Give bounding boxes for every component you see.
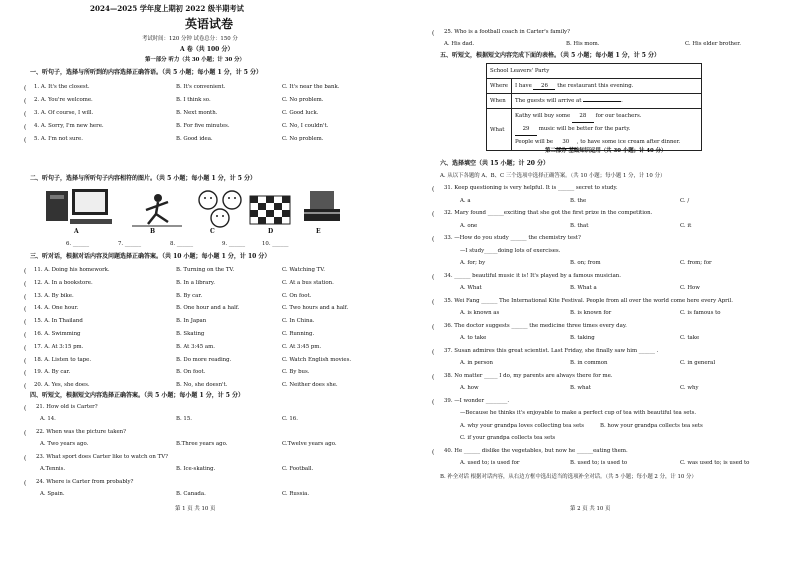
answer-paren[interactable]: ( (432, 398, 435, 406)
q25-option-c: C. His elder brother. (685, 41, 741, 47)
s1-option-c: C. No problem. (282, 136, 324, 142)
row-where-value: I have 26 the restaurant this evening. (512, 79, 702, 94)
s1-option-b: B. I think so. (176, 97, 211, 103)
answer-paren[interactable]: ( (432, 448, 435, 456)
sA-option-a: A. used to; is used for (460, 460, 520, 466)
sA-option-c: C. it (680, 222, 692, 229)
sA-question: —I study_____doing lots of exercises. (460, 247, 561, 254)
s3-option-c: C. Neither does she. (282, 382, 338, 389)
sA-question: 35. Wei Fang ______ The International Kite Festival. People from all over the world come here every April. (444, 297, 733, 304)
s3-option-c: C. At a bus station. (282, 279, 334, 286)
answer-paren[interactable]: ( (432, 348, 435, 356)
q25-option-a: A. His dad. (444, 41, 475, 47)
picture-c-faces (196, 188, 244, 230)
sA-question: 37. Susan admires this great scientist. Last Friday, she finally saw him ______ . (444, 347, 659, 354)
blank-30[interactable]: 30 (555, 136, 577, 149)
s4-question: 23. What sport does Carter like to watch on TV? (36, 454, 168, 460)
answer-paren[interactable]: ( (24, 280, 27, 288)
sA-question: 39. —I wonder ________. (444, 397, 510, 404)
answer-paren[interactable]: ( (24, 430, 27, 437)
answer-paren[interactable]: ( (432, 236, 435, 243)
sA-option-a: A. one (460, 222, 478, 229)
answer-paren[interactable]: ( (432, 211, 435, 218)
answer-blank[interactable]: 7. ______ (118, 241, 142, 247)
sectionB-heading: B. 补全对话 根据对话内容，从右边方框中选出适当的选项补全对话。（共 5 小题；每小题 2 分，计 10 分） (440, 474, 697, 480)
blank-27[interactable] (583, 101, 621, 102)
s1-option-a: 4. A. Sorry, I'm new here. (34, 123, 104, 129)
answer-paren[interactable]: ( (24, 268, 27, 275)
answer-paren[interactable]: ( (24, 111, 27, 118)
answer-paren[interactable]: ( (432, 323, 435, 331)
party-table (486, 63, 702, 151)
sA-question: 40. He ______ dislike the vegetables, but now he ______eating them. (444, 447, 628, 454)
answer-blank[interactable]: 6. ______ (66, 241, 90, 247)
s4-question: 22. When was the picture taken? (36, 429, 127, 435)
s3-option-c: C. At 3:45 pm. (282, 343, 322, 350)
s1-option-b: B. It's convenient. (176, 84, 226, 90)
picture-b-hurdles (128, 192, 186, 228)
picture-label: E (316, 228, 321, 235)
s4-question: 21. How old is Carter? (36, 404, 98, 410)
s3-option-a: 11. A. Doing his homework. (34, 267, 110, 273)
s3-option-a: 18. A. Listen to tape. (34, 356, 92, 363)
s3-option-c: C. Watching TV. (282, 267, 325, 273)
s3-option-b: B. In Japan (176, 318, 207, 325)
sA-option-c: C. is famous to (680, 310, 721, 316)
answer-paren[interactable]: ( (24, 455, 27, 462)
sA-option-a: A. is known as (460, 310, 500, 316)
s1-option-c: C. No, I couldn't. (282, 123, 329, 129)
sA-option-b: B. used to; is used to (570, 460, 628, 466)
s3-option-c: C. By bus. (282, 369, 310, 376)
sA-option-b: B. is known for (570, 310, 612, 316)
sA-option-a: A. why your grandpa loves collecting tea sets (460, 422, 585, 429)
answer-paren[interactable]: ( (24, 383, 27, 391)
sA-option-a: A. for; by (460, 260, 486, 266)
s3-option-a: 13. A. By bike. (34, 292, 74, 299)
answer-paren[interactable]: ( (24, 124, 27, 131)
sA-option-c: C. / (680, 197, 690, 204)
s1-option-c: C. It's near the bank. (282, 84, 340, 90)
s4-option-b: B.Three years ago. (176, 441, 228, 447)
answer-paren[interactable]: ( (24, 357, 27, 365)
section4-heading: 四、听短文，根据短文内容选择正确答案。（共 5 小题；每小题 1 分，计 5 分） (30, 392, 245, 399)
section3-heading: 三、听对话，根据对话内容及问题选择正确答案。（共 10 小题；每小题 1 分，计 10 分） (30, 253, 271, 260)
s4-option-c: C. Football. (282, 466, 314, 472)
part2-heading: 第二部分 基础知识运用（共 30 小题；计 40 分） (545, 148, 667, 154)
section6-heading: 六、选择填空（共 15 小题；计 20 分） (440, 160, 550, 167)
answer-paren[interactable]: ( (24, 480, 27, 487)
s3-option-c: C. Watch English movies. (282, 356, 352, 363)
sA-option-c: C. take (680, 335, 700, 341)
s3-option-b: B. One hour and a half. (176, 305, 240, 312)
picture-label: D (268, 228, 274, 235)
row-what-key: What (487, 109, 512, 151)
sA-option-a: A. a (460, 197, 471, 204)
s1-option-a: 2. A. You're welcome. (34, 97, 93, 103)
s1-option-c: C. No problem. (282, 97, 324, 103)
sA-option-c: C. why (680, 385, 699, 391)
s3-option-c: C. Two hours and a half. (282, 305, 349, 312)
q25-question: 25. Who is a football coach in Carter's family? (444, 29, 570, 35)
s3-option-a: 17. A. At 3:15 pm. (34, 343, 84, 350)
s3-option-c: C. In China. (282, 318, 315, 325)
sA-question: 32. Mary found ______exciting that she got the first prize in the competition. (444, 210, 653, 216)
sA-option-a: A. What (460, 285, 482, 291)
sA-question: —Because he thinks it's enjoyable to make a perfect cup of tea with beautiful tea sets. (460, 410, 697, 416)
sA-option-a: A. to take (460, 335, 487, 341)
answer-paren[interactable]: ( (24, 332, 27, 339)
sA-option-b: B. that (570, 222, 589, 229)
s1-option-c: C. Good luck. (282, 110, 319, 116)
s3-option-b: B. Turning on the TV. (176, 267, 235, 273)
sA-question: 34. ______ beautiful music it is! It's played by a famous musician. (444, 272, 621, 279)
sA-option-b: B. on; from (570, 260, 601, 266)
page-footer-right: 第 2 页 共 10 页 (570, 506, 611, 512)
s4-option-b: B. Ice-skating. (176, 466, 216, 472)
s3-option-a: 14. A. One hour. (34, 305, 79, 312)
section1-heading: 一、听句子，选择与所听到的内容选择正确答语。（共 5 小题；每小题 1 分，计 5 分） (30, 69, 263, 76)
answer-paren[interactable]: ( (24, 85, 27, 92)
s3-option-a: 15. A. In Thailand (34, 318, 83, 325)
sA-option-b: B. the (570, 197, 587, 204)
s3-option-a: 20. A. Yes, she does. (34, 382, 90, 389)
s3-option-b: B. On foot. (176, 369, 206, 376)
part1-heading: 第一部分 听力（共 30 小题；计 30 分） (145, 57, 245, 63)
answer-paren[interactable]: ( (432, 373, 435, 381)
answer-blank[interactable]: 9. ______ (222, 241, 246, 247)
volume-a: A 卷（共 100 分） (180, 46, 234, 53)
picture-label: B (150, 228, 156, 235)
picture-label: A (74, 228, 79, 235)
s3-option-c: C. Running. (282, 331, 315, 337)
picture-e-dessert (300, 187, 346, 227)
picture-a-computer (44, 187, 114, 227)
sA-option-b: B. taking (570, 335, 595, 341)
page-right: ( 25. Who is a football coach in Carter's family? A. His dad. B. His mom. C. His elder brother. 五、听短文，根据短文内容完成下面的表格。（共 5 小题；每小题 1 分，计 5 分） School Leavers' Party Where I have 26 the restaurant this evening. When The guests will arrive at . What Kathy will buy some 28 for our teachers. 29 music will be better for the party. People will be 30 , to have some ice cream after dinner. 第二部分 基础知识运用（共 30 小题；计 40 分） 六、选择填空（共 15 小题；计 20 分） A. 从以下各题的 A、B、C 三个选项中选择正确答案。（共 10 小题；每小题 1 分，计 10 分） ( 31. Keep questioning is very helpful. It is ______ secret to study. A. a B. the C. / ( 32. Mary found ______exciting that she got the first prize in the competition. A. one B. that C. it ( 33. —How do you study ______ the chemistry test? —I study_____doing lots of exercises. A. for; by B. on; from C. from; for ( 34. ______ beautiful music it is! It's played by a famous musician. A. What B. What a C. How ( 35. Wei Fang ______ The International Kite Festival. People from all over the world come here every April. A. is known as B. is known for C. is famous to ( 36. The doctor suggests ______ the medicine three times every day. A. to take B. taking C. take ( 37. Susan admires this great scientist. Last Friday, she finally saw him ______ . A. in person B. in common C. in general ( 38. No matter _____ I do, my parents are always there for me. A. how B. what C. why ( 39. —I wonder ________. —Because he thinks it's enjoyable to make a perfect cup of tea with beautiful tea sets. A. why your grandpa loves collecting tea sets B. how your grandpa collects tea sets C. if your grandpa collects tea sets ( 40. He ______ dislike the vegetables, but now he ______eating them. A. used to; is used for B. used to; is used to C. was used to; is used to B. 补全对话 根据对话内容，从右边方框中选出适当的选项补全对话。（共 5 小题；每小题 2 分，计 10 分） 第 2 页 共 10 页 (432, 29, 750, 512)
row-when-value: The guests will arrive at . (512, 94, 702, 109)
row-when-key: When (487, 94, 512, 109)
exam-main-title: 英语试卷 (185, 17, 234, 31)
sA-option-c: C. in general (680, 360, 716, 366)
s4-option-a: A.Tennis. (40, 466, 66, 472)
s1-option-a: 5. A. I'm not sure. (34, 136, 83, 142)
sA-option-a: A. how (460, 385, 479, 391)
section5-heading: 五、听短文，根据短文内容完成下面的表格。（共 5 小题；每小题 1 分，计 5 分） (440, 52, 661, 59)
s3-option-b: B. No, she doesn't. (176, 382, 228, 389)
answer-paren[interactable]: ( (24, 137, 27, 144)
answer-paren[interactable]: ( (24, 293, 27, 301)
s3-option-b: B. By car. (176, 292, 203, 299)
blank-28[interactable]: 28 (572, 110, 594, 123)
sA-option-b: B. What a (570, 285, 597, 291)
answer-paren[interactable]: ( (24, 306, 27, 314)
answer-paren[interactable]: ( (24, 405, 27, 412)
s4-question: 24. Where is Carter from probably? (36, 479, 134, 485)
q25-option-b: B. His mom. (566, 41, 600, 47)
answer-paren[interactable]: ( (24, 370, 27, 378)
party-table-title: School Leavers' Party (487, 64, 702, 79)
s1-option-a: 1. A. It's the closest. (34, 84, 90, 90)
answer-paren[interactable]: ( (432, 298, 435, 306)
picture-label: C (210, 228, 215, 235)
s4-option-a: A. 14. (40, 416, 56, 422)
s1-option-b: B. For five minutes. (176, 123, 230, 129)
sA-question: 31. Keep questioning is very helpful. It is ______ secret to study. (444, 185, 618, 191)
row-where-key: Where (487, 79, 512, 94)
sA-option-b: B. what (570, 385, 591, 391)
blank-26[interactable]: 26 (533, 83, 555, 90)
s1-option-b: B. Good idea. (176, 136, 213, 142)
answer-blank[interactable]: 8. ______ (170, 241, 194, 247)
sectionA-heading: A. 从以下各题的 A、B、C 三个选项中选择正确答案。（共 10 小题；每小题 1 分，计 10 分） (440, 173, 666, 179)
sA-question: 38. No matter _____ I do, my parents are always there for me. (444, 372, 613, 379)
answer-paren[interactable]: ( (24, 98, 27, 105)
s3-option-b: B. At 3:45 am. (176, 343, 215, 350)
page-footer-left: 第 1 页 共 10 页 (175, 506, 216, 512)
s4-option-c: C.Twelve years ago. (282, 441, 337, 447)
s3-option-c: C. On foot. (282, 292, 312, 299)
s3-option-b: B. Do more reading. (176, 356, 232, 363)
sA-option-c: C. How (680, 285, 700, 291)
s4-option-c: C. 16. (282, 416, 298, 422)
sA-option-c: C. from; for (680, 260, 712, 266)
section2-heading: 二、听句子，选择与所听句子内容相符的图片。（共 5 小题；每小题 1 分，计 5 分） (30, 175, 257, 182)
s3-option-a: 16. A. Swimming (34, 331, 81, 337)
exam-meta: 考试时间：120 分钟 试卷总分：150 分 (142, 36, 238, 42)
answer-paren[interactable]: ( (432, 186, 435, 193)
s1-option-a: 3. A. Of course, I will. (34, 110, 94, 116)
answer-paren[interactable]: ( (24, 344, 27, 352)
sA-question: 36. The doctor suggests ______ the medicine three times every day. (444, 322, 627, 329)
row-what-value: Kathy will buy some 28 for our teachers. 29 music will be better for the party. People will be 30 , to have some ice cream after dinner. (512, 109, 702, 151)
sA-option-b: B. in common (570, 360, 608, 366)
exam-title-line: 2024—2025 学年度上期初 2022 级半期考试 (90, 4, 244, 13)
s4-option-c: C. Russia. (282, 491, 310, 497)
answer-paren[interactable]: ( (432, 273, 435, 281)
s3-option-a: 12. A. In a bookstore. (34, 279, 93, 286)
s3-option-b: B. In a library. (176, 279, 215, 286)
answer-paren[interactable]: ( (24, 319, 27, 327)
sA-option-a: A. in person (460, 360, 493, 366)
sA-question: C. if your grandpa collects tea sets (460, 435, 556, 441)
sA-option-c: B. how your grandpa collects tea sets (600, 422, 703, 429)
s4-option-b: B. 15. (176, 416, 192, 422)
s4-option-b: B. Canada. (176, 491, 206, 497)
s1-option-b: B. Next month. (176, 110, 218, 116)
sA-option-c: C. was used to; is used to (680, 460, 750, 466)
s4-option-a: A. Two years ago. (40, 441, 89, 447)
blank-29[interactable]: 29 (515, 123, 537, 136)
sA-question: 33. —How do you study ______ the chemistry test? (444, 235, 581, 241)
picture-d-chess (246, 188, 298, 228)
answer-blank[interactable]: 10. ______ (262, 241, 289, 247)
s3-option-a: 19. A. By car. (34, 369, 71, 376)
s4-option-a: A. Spain. (40, 491, 65, 497)
s3-option-b: B. Skating (176, 331, 205, 337)
